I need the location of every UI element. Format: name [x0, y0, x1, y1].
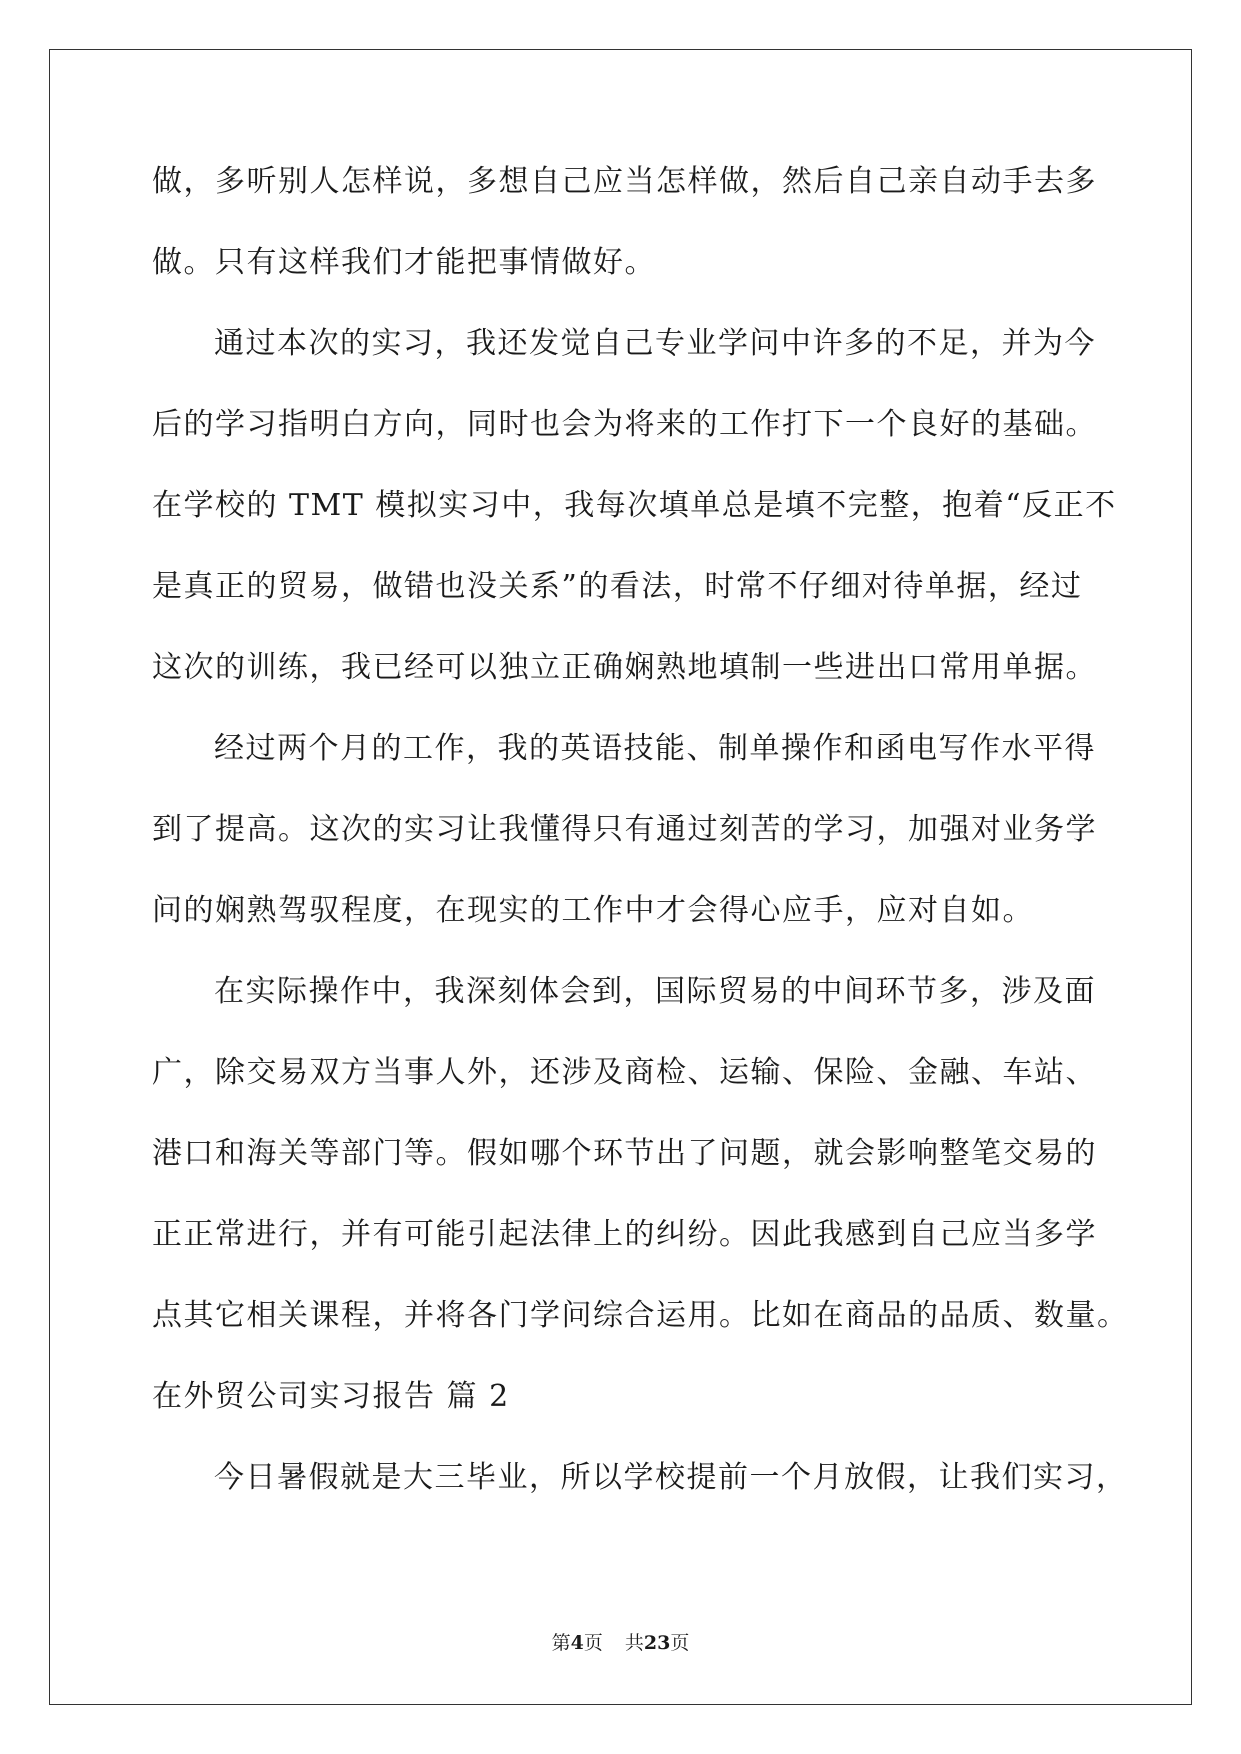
text-line: 后的学习指明白方向，同时也会为将来的工作打下一个良好的基础。	[152, 407, 1097, 442]
text-line: 在学校的 TMT 模拟实习中，我每次填单总是填不完整，抱着“反正不	[152, 488, 1117, 523]
text-line: 是真正的贸易，做错也没关系”的看法，时常不仔细对待单据，经过	[152, 569, 1083, 604]
text-line: 广，除交易双方当事人外，还涉及商检、运输、保险、金融、车站、	[152, 1055, 1097, 1090]
footer-total-unit: 页	[670, 1632, 690, 1654]
document-body	[152, 160, 1129, 1537]
footer-page-unit: 页	[583, 1632, 603, 1654]
text-line: 问的娴熟驾驭程度，在现实的工作中才会得心应手，应对自如。	[152, 893, 1034, 928]
text-line: 做，多听别人怎样说，多想自己应当怎样做，然后自己亲自动手去多	[152, 164, 1097, 199]
text-line: 点其它相关课程，并将各门学问综合运用。比如在商品的品质、数量。	[152, 1298, 1129, 1333]
paragraph-start-line: 经过两个月的工作，我的英语技能、制单操作和函电写作水平得	[214, 731, 1096, 766]
section-heading: 在外贸公司实习报告 篇 2	[152, 1379, 510, 1414]
text-line: 这次的训练，我已经可以独立正确娴熟地填制一些进出口常用单据。	[152, 650, 1097, 685]
total-pages-number: 23	[643, 1632, 671, 1654]
footer-total-prefix: 共	[624, 1632, 644, 1654]
text-line: 正正常进行，并有可能引起法律上的纠纷。因此我感到自己应当多学	[152, 1217, 1097, 1252]
text-line: 做。只有这样我们才能把事情做好。	[152, 245, 656, 280]
page-footer	[0, 1628, 1241, 1655]
footer-prefix: 第	[551, 1632, 571, 1654]
current-page-number: 4	[570, 1632, 584, 1654]
text-line: 港口和海关等部门等。假如哪个环节出了问题，就会影响整笔交易的	[152, 1136, 1097, 1171]
paragraph-start-line: 今日暑假就是大三毕业，所以学校提前一个月放假，让我们实习，	[214, 1460, 1128, 1495]
text-line: 到了提高。这次的实习让我懂得只有通过刻苦的学习，加强对业务学	[152, 812, 1097, 847]
paragraph-start-line: 在实际操作中，我深刻体会到，国际贸易的中间环节多，涉及面	[214, 974, 1096, 1009]
paragraph-start-line: 通过本次的实习，我还发觉自己专业学问中许多的不足，并为今	[214, 326, 1096, 361]
